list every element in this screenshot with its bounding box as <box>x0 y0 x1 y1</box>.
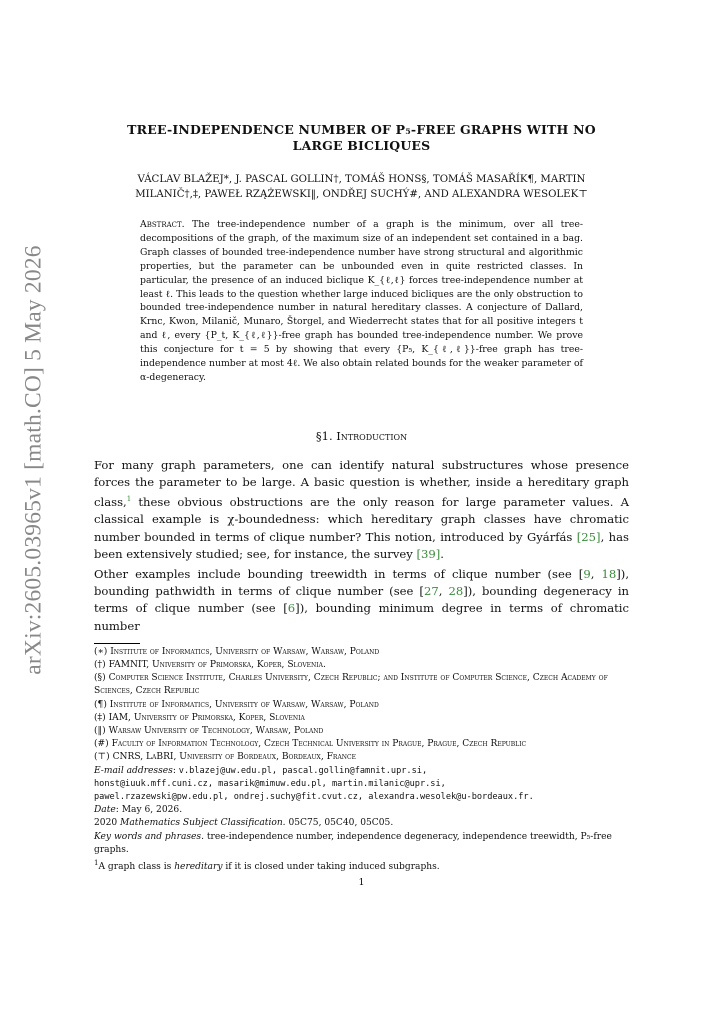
affiliation: (∗) Institute of Informatics, University of Warsaw, Warsaw, Poland <box>94 646 380 657</box>
intro-p2-text-a: Other examples include bounding treewidth in terms of clique number (see [ <box>94 566 584 581</box>
footnote-1-mark: 1 <box>94 859 99 868</box>
arxiv-identifier: arXiv:2605.03965v1 [math.CO] 5 May 2026 <box>20 245 47 675</box>
footnote-1-emphasis: hereditary <box>174 862 223 873</box>
email-label: E-mail addresses <box>94 765 173 776</box>
paper-title <box>94 122 629 154</box>
footnote-1-text-b: if it is closed under taking induced subgraphs. <box>222 862 440 873</box>
keywords-line <box>94 831 629 857</box>
msc-label: Mathematics Subject Classification. <box>120 818 286 829</box>
citation-18[interactable]: 18 <box>601 566 617 581</box>
title-line-1: TREE-INDEPENDENCE NUMBER OF P₅-FREE GRAPHS WITH NO <box>127 122 596 137</box>
intro-p2-text-e: ]), bounding degeneracy in terms of clique number (see [ <box>94 584 629 616</box>
date-label: Date <box>94 805 116 816</box>
keywords-value: tree-independence number, independence degeneracy, independence treewidth, P₅-free graphs. <box>94 831 612 855</box>
email-list-line-3[interactable]: pawel.rzazewski@pw.edu.pl, ondrej.suchy@fit.cvut.cz, alexandra.wesolek@u-bordeaux.fr. <box>94 792 534 802</box>
authors-line-2: MILANIČ†,‡, PAWEŁ RZĄŻEWSKI‖, ONDŘEJ SUCHÝ#, AND ALEXANDRA WESOLEK⊤ <box>135 189 588 200</box>
intro-p1-text-d: . <box>440 546 444 561</box>
author-list <box>94 172 629 202</box>
abstract-label: Abstract. <box>140 219 185 230</box>
affiliation: (‡) IAM, University of Primorska, Koper, Slovenia <box>94 712 305 723</box>
date-line: Date: May 6, 2026. <box>94 805 183 816</box>
footnote-ref-1[interactable]: 1 <box>126 495 132 504</box>
footnote-1-text-a: A graph class is <box>98 862 175 873</box>
footnote-rule <box>94 643 140 644</box>
page-number: 1 <box>358 877 365 889</box>
section-heading-introduction: §1. Introduction <box>315 428 408 443</box>
citation-6[interactable]: 6 <box>287 601 296 616</box>
intro-p2-text-d: , <box>438 584 449 599</box>
citation-39[interactable]: [39] <box>416 546 441 561</box>
email-addresses: E-mail addresses: v.blazej@uw.edu.pl, pascal.gollin@famnit.upr.si, honst@iuuk.mff.cuni.cz, masarik@mimuw.edu.pl, martin.milanic@upr.si, pawel.rzazewski@pw.edu.pl, ondrej.suchy@fit.cvut.cz, alexandra.wesolek@u-bordeaux.fr. <box>94 765 534 802</box>
citation-9[interactable]: 9 <box>583 566 591 581</box>
msc-line <box>94 817 629 830</box>
paper-page <box>94 122 629 888</box>
affiliation: (†) FAMNIT, University of Primorska, Koper, Slovenia. <box>94 659 326 670</box>
email-list-line-2[interactable]: honst@iuuk.mff.cuni.cz, masarik@mimuw.edu.pl, martin.milanic@upr.si, <box>94 778 446 789</box>
abstract <box>140 218 583 385</box>
msc-codes: 05C75, 05C40, 05C05. <box>285 818 394 829</box>
title-line-2: LARGE BICLIQUES <box>292 138 431 153</box>
date-value: May 6, 2026. <box>121 805 183 816</box>
citation-25[interactable]: [25] <box>576 529 601 544</box>
intro-paragraph-2 <box>94 566 629 635</box>
email-list-line-1[interactable]: v.blazej@uw.edu.pl, pascal.gollin@famnit.upr.si, <box>178 765 428 776</box>
arxiv-sidebar <box>12 230 56 690</box>
citation-27[interactable]: 27 <box>423 584 439 599</box>
affiliation: (#) Faculty of Information Technology, Czech Technical University in Prague, Prague, Czech Republic <box>94 739 527 750</box>
citation-28[interactable]: 28 <box>448 584 464 599</box>
intro-p2-text-f: ]), bounding minimum degree in terms of chromatic number <box>94 601 629 633</box>
intro-p2-text-c: ]), bounding pathwidth in terms of clique number (see [ <box>94 566 630 599</box>
intro-p2-text-b: , <box>590 566 602 581</box>
intro-p1-text-a: For many graph parameters, one can identify natural substructures whose presence forces the parameter to be large. A basic question is whether, inside a hereditary graph class, <box>94 457 629 510</box>
affiliation: (§) Computer Science Institute, Charles University, Czech Republic; and Institute of Computer Science, Czech Academy of Sciences, Czech Republic <box>94 673 608 697</box>
intro-p1-text-b: these obvious obstructions are the only reason for large parameter values. A classical example is χ-boundedness: which hereditary graph classes have chromatic number bounded in terms of clique number? This notion, introduced by Gyárfás <box>94 495 629 544</box>
intro-p1-text-c: , has been extensively studied; see, for instance, the survey <box>94 529 629 561</box>
footnotes <box>94 646 629 874</box>
authors-line-1: VÁCLAV BLAŽEJ*, J. PASCAL GOLLIN†, TOMÁŠ HONS§, TOMÁŠ MASAŘÍK¶, MARTIN <box>137 174 586 185</box>
abstract-text: The tree-independence number of a graph is the minimum, over all tree-decompositions of the graph, of the maximum size of an independent set contained in a bag. Graph classes of bounded tree-independence number have strong structural and algorithmic properties, but the parameter can be unbounded even in quite restricted classes. In particular, the presence of an induced biclique K_{ℓ,ℓ} forces tree-independence number at least ℓ. This leads to the question whether large induced bicliques are the only obstruction to bounded tree-independence number in natural hereditary classes. A conjecture of Dallard, Krnc, Kwon, Milanič, Munaro, Štorgel, and Wiederrecht states that for all positive integers t and ℓ, every {P_t, K_{ℓ,ℓ}}-free graph has bounded tree-independence number. We prove this conjecture for t = 5 by showing that every {P₅, K_{ℓ,ℓ}}-free graph has tree-independence number at most 4ℓ. We also obtain related bounds for the weaker parameter of α-degeneracy. <box>140 219 583 383</box>
msc-prefix: 2020 <box>94 818 121 829</box>
affiliation: (¶) Institute of Informatics, University of Warsaw, Warsaw, Poland <box>94 699 379 710</box>
affiliation: (⊤) CNRS, LaBRI, University of Bordeaux, Bordeaux, France <box>94 752 356 763</box>
intro-paragraph-1 <box>94 457 629 563</box>
affiliation: (‖) Warsaw University of Technology, Warsaw, Poland <box>94 725 324 736</box>
keywords-label: Key words and phrases. <box>94 831 204 842</box>
footnote-1 <box>94 857 629 874</box>
